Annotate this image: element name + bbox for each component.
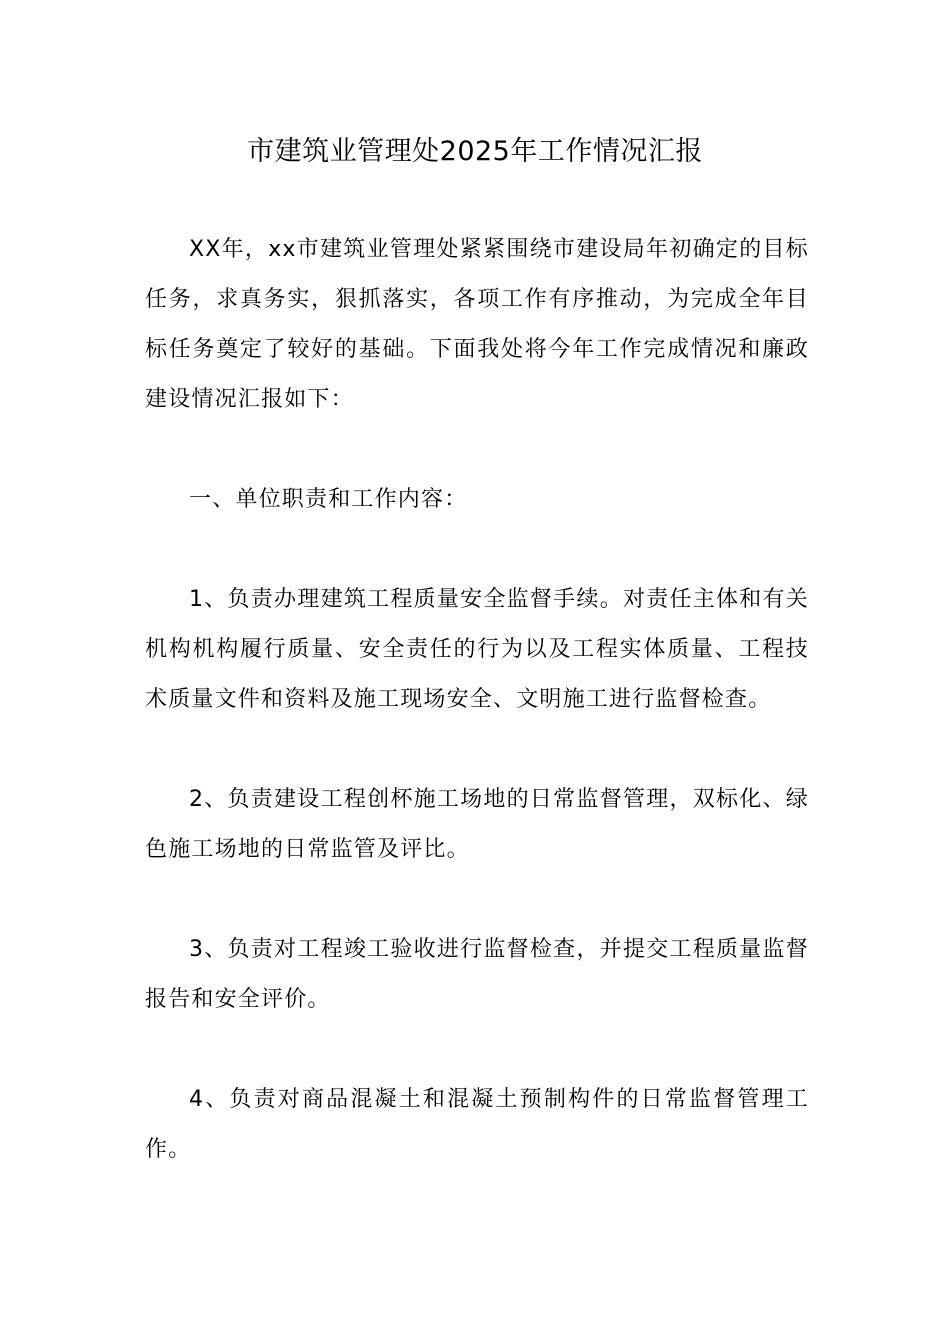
paragraph-item-4: 4、负责对商品混凝土和混凝土预制构件的日常监督管理工作。 xyxy=(145,1087,809,1162)
paragraph-spacer xyxy=(145,525,809,575)
paragraph-spacer xyxy=(145,425,809,475)
paragraph-item-3: 3、负责对工程竣工验收进行监督检查，并提交工程质量监督报告和安全评价。 xyxy=(145,937,809,1012)
document-title: 市建筑业管理处2025年工作情况汇报 xyxy=(247,136,703,167)
paragraph-item-1: 1、负责办理建筑工程质量安全监督手续。对责任主体和有关机构机构履行质量、安全责任的行为以及工程实体质量、工程技术质量文件和资料及施工现场安全、文明施工进行监督检查。 xyxy=(145,587,809,712)
paragraph-spacer xyxy=(145,725,809,775)
paragraph-spacer xyxy=(145,875,809,925)
section-heading-1: 一、单位职责和工作内容： xyxy=(189,487,468,512)
paragraph-spacer xyxy=(145,1025,809,1075)
paragraph-item-2: 2、负责建设工程创杯施工场地的日常监督管理，双标化、绿色施工场地的日常监管及评比。 xyxy=(145,787,809,862)
paragraph-intro: XX年，xx市建筑业管理处紧紧围绕市建设局年初确定的目标任务，求真务实，狠抓落实，各项工作有序推动，为完成全年目标任务奠定了较好的基础。下面我处将今年工作完成情况和廉政建设情况汇报如下： xyxy=(145,237,809,412)
document-body xyxy=(145,225,809,1175)
